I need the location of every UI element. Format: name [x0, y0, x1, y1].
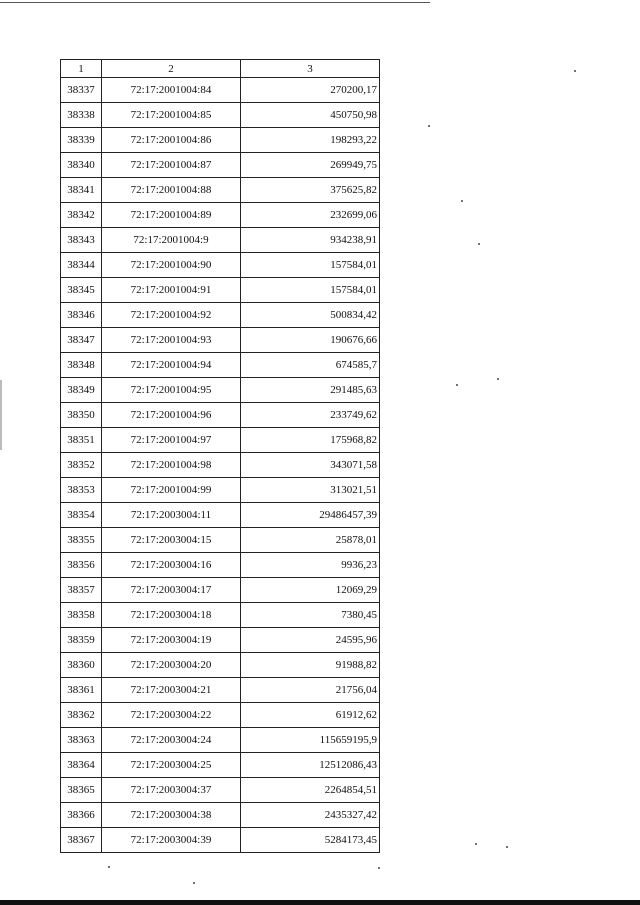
table-row	[61, 353, 380, 378]
row-number-cell: 38347	[61, 328, 102, 353]
scan-speck	[475, 843, 477, 845]
scan-left-mark	[0, 380, 2, 450]
row-number-cell: 38342	[61, 203, 102, 228]
cadastral-number-cell: 72:17:2001004:87	[102, 153, 241, 178]
table-row	[61, 753, 380, 778]
value-cell: 313021,51	[241, 478, 380, 503]
value-cell: 269949,75	[241, 153, 380, 178]
cadastral-number-cell: 72:17:2003004:24	[102, 728, 241, 753]
scan-speck	[478, 243, 480, 245]
value-cell: 500834,42	[241, 303, 380, 328]
value-cell: 198293,22	[241, 128, 380, 153]
table-row	[61, 303, 380, 328]
table-row	[61, 378, 380, 403]
value-cell: 934238,91	[241, 228, 380, 253]
table-row	[61, 278, 380, 303]
value-cell: 157584,01	[241, 253, 380, 278]
cadastral-number-cell: 72:17:2003004:20	[102, 653, 241, 678]
value-cell: 190676,66	[241, 328, 380, 353]
value-cell: 157584,01	[241, 278, 380, 303]
cadastral-number-cell: 72:17:2001004:88	[102, 178, 241, 203]
row-number-cell: 38337	[61, 78, 102, 103]
column-header-1: 1	[61, 60, 102, 78]
table-row	[61, 328, 380, 353]
row-number-cell: 38365	[61, 778, 102, 803]
cadastral-number-cell: 72:17:2003004:37	[102, 778, 241, 803]
row-number-cell: 38339	[61, 128, 102, 153]
value-cell: 175968,82	[241, 428, 380, 453]
row-number-cell: 38350	[61, 403, 102, 428]
cadastral-number-cell: 72:17:2001004:92	[102, 303, 241, 328]
cadastral-number-cell: 72:17:2003004:15	[102, 528, 241, 553]
table-row	[61, 803, 380, 828]
cadastral-number-cell: 72:17:2001004:91	[102, 278, 241, 303]
table-row	[61, 553, 380, 578]
value-cell: 450750,98	[241, 103, 380, 128]
cadastral-number-cell: 72:17:2001004:98	[102, 453, 241, 478]
scan-speck	[506, 846, 508, 848]
table-row	[61, 503, 380, 528]
cadastral-number-cell: 72:17:2001004:93	[102, 328, 241, 353]
table-row	[61, 628, 380, 653]
value-cell: 12069,29	[241, 578, 380, 603]
table-row	[61, 228, 380, 253]
cadastral-number-cell: 72:17:2001004:86	[102, 128, 241, 153]
value-cell: 21756,04	[241, 678, 380, 703]
row-number-cell: 38356	[61, 553, 102, 578]
value-cell: 270200,17	[241, 78, 380, 103]
cadastral-number-cell: 72:17:2001004:97	[102, 428, 241, 453]
table-row	[61, 728, 380, 753]
row-number-cell: 38341	[61, 178, 102, 203]
row-number-cell: 38354	[61, 503, 102, 528]
value-cell: 7380,45	[241, 603, 380, 628]
row-number-cell: 38363	[61, 728, 102, 753]
row-number-cell: 38366	[61, 803, 102, 828]
table-row	[61, 578, 380, 603]
cadastral-number-cell: 72:17:2003004:11	[102, 503, 241, 528]
table-row	[61, 103, 380, 128]
table-row	[61, 478, 380, 503]
table-row	[61, 153, 380, 178]
row-number-cell: 38361	[61, 678, 102, 703]
value-cell: 2435327,42	[241, 803, 380, 828]
value-cell: 115659195,9	[241, 728, 380, 753]
row-number-cell: 38346	[61, 303, 102, 328]
table-row	[61, 678, 380, 703]
cadastral-number-cell: 72:17:2001004:99	[102, 478, 241, 503]
table-row	[61, 778, 380, 803]
value-cell: 5284173,45	[241, 828, 380, 853]
value-cell: 91988,82	[241, 653, 380, 678]
value-cell: 674585,7	[241, 353, 380, 378]
cadastral-number-cell: 72:17:2003004:19	[102, 628, 241, 653]
table-header	[61, 60, 380, 78]
cadastral-number-cell: 72:17:2003004:17	[102, 578, 241, 603]
value-cell: 375625,82	[241, 178, 380, 203]
cadastral-number-cell: 72:17:2001004:9	[102, 228, 241, 253]
cadastral-number-cell: 72:17:2001004:89	[102, 203, 241, 228]
cadastral-number-cell: 72:17:2001004:84	[102, 78, 241, 103]
cadastral-number-cell: 72:17:2003004:16	[102, 553, 241, 578]
table-row	[61, 78, 380, 103]
row-number-cell: 38364	[61, 753, 102, 778]
cadastral-number-cell: 72:17:2001004:90	[102, 253, 241, 278]
value-cell: 12512086,43	[241, 753, 380, 778]
row-number-cell: 38348	[61, 353, 102, 378]
scan-speck	[193, 882, 195, 884]
scan-speck	[497, 378, 499, 380]
row-number-cell: 38338	[61, 103, 102, 128]
table-row	[61, 128, 380, 153]
value-cell: 29486457,39	[241, 503, 380, 528]
table-row	[61, 703, 380, 728]
row-number-cell: 38352	[61, 453, 102, 478]
table-row	[61, 603, 380, 628]
cadastral-number-cell: 72:17:2003004:38	[102, 803, 241, 828]
scan-speck	[456, 384, 458, 386]
cadastral-number-cell: 72:17:2003004:39	[102, 828, 241, 853]
table-row	[61, 828, 380, 853]
cadastral-number-cell: 72:17:2001004:95	[102, 378, 241, 403]
table-row	[61, 453, 380, 478]
header-row	[61, 60, 380, 78]
row-number-cell: 38355	[61, 528, 102, 553]
table-row	[61, 428, 380, 453]
row-number-cell: 38345	[61, 278, 102, 303]
cadastral-number-cell: 72:17:2001004:85	[102, 103, 241, 128]
table-row	[61, 653, 380, 678]
scan-speck	[378, 867, 380, 869]
row-number-cell: 38351	[61, 428, 102, 453]
value-cell: 61912,62	[241, 703, 380, 728]
value-cell: 232699,06	[241, 203, 380, 228]
row-number-cell: 38353	[61, 478, 102, 503]
cadastral-table	[60, 59, 380, 853]
scan-speck	[461, 200, 463, 202]
table-row	[61, 528, 380, 553]
table-row	[61, 178, 380, 203]
row-number-cell: 38360	[61, 653, 102, 678]
column-header-3: 3	[241, 60, 380, 78]
row-number-cell: 38343	[61, 228, 102, 253]
cadastral-number-cell: 72:17:2003004:22	[102, 703, 241, 728]
value-cell: 343071,58	[241, 453, 380, 478]
value-cell: 2264854,51	[241, 778, 380, 803]
cadastral-number-cell: 72:17:2003004:25	[102, 753, 241, 778]
cadastral-number-cell: 72:17:2001004:94	[102, 353, 241, 378]
row-number-cell: 38367	[61, 828, 102, 853]
scan-speck	[428, 125, 430, 127]
row-number-cell: 38358	[61, 603, 102, 628]
table-body	[61, 78, 380, 853]
value-cell: 291485,63	[241, 378, 380, 403]
row-number-cell: 38344	[61, 253, 102, 278]
table-row	[61, 203, 380, 228]
cadastral-number-cell: 72:17:2003004:18	[102, 603, 241, 628]
scan-speck	[574, 70, 576, 72]
scan-top-rule	[0, 2, 430, 3]
row-number-cell: 38349	[61, 378, 102, 403]
scan-bottom-band	[0, 900, 640, 905]
value-cell: 24595,96	[241, 628, 380, 653]
row-number-cell: 38357	[61, 578, 102, 603]
value-cell: 25878,01	[241, 528, 380, 553]
row-number-cell: 38359	[61, 628, 102, 653]
cadastral-number-cell: 72:17:2003004:21	[102, 678, 241, 703]
column-header-2: 2	[102, 60, 241, 78]
table-row	[61, 403, 380, 428]
cadastral-number-cell: 72:17:2001004:96	[102, 403, 241, 428]
row-number-cell: 38362	[61, 703, 102, 728]
value-cell: 233749,62	[241, 403, 380, 428]
value-cell: 9936,23	[241, 553, 380, 578]
table-row	[61, 253, 380, 278]
row-number-cell: 38340	[61, 153, 102, 178]
scan-speck	[108, 866, 110, 868]
